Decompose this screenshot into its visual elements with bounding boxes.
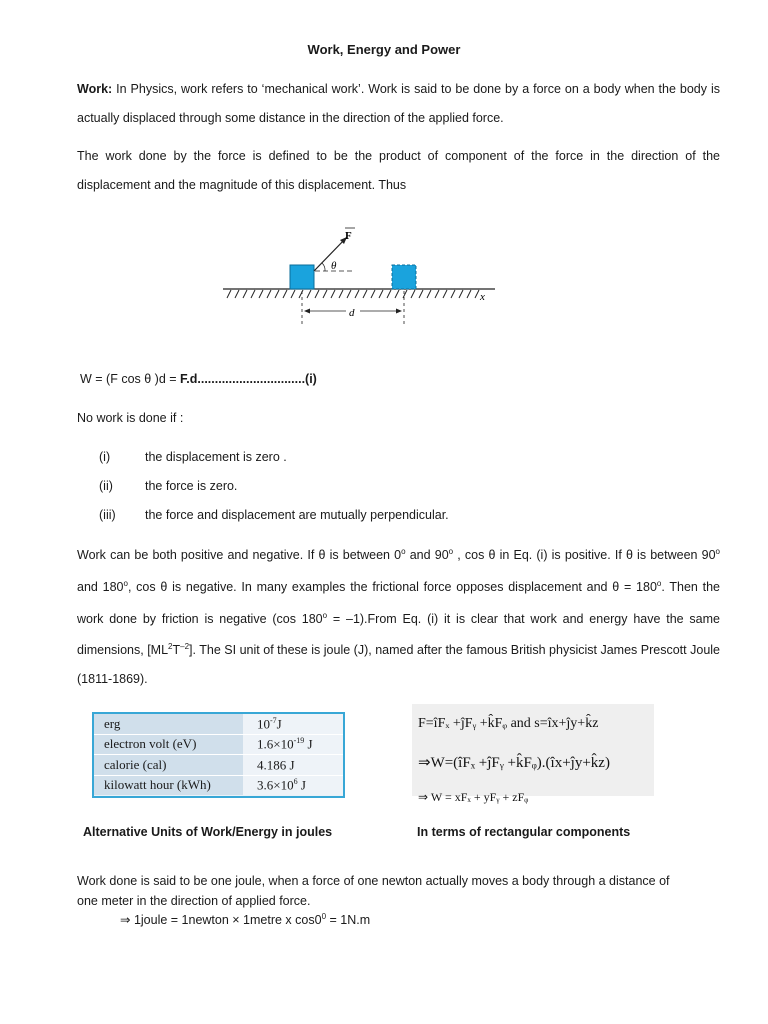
unit-value: 3.6×10	[257, 777, 294, 793]
joule-equation	[120, 912, 370, 927]
hatch-mark	[251, 290, 255, 298]
table-row	[94, 734, 343, 755]
work-label: Work:	[77, 82, 113, 96]
hatch-mark	[235, 290, 239, 298]
displacement-arrow-right	[396, 309, 402, 314]
no-work-heading: No work is done if :	[77, 411, 184, 425]
degree-sup: o	[715, 547, 720, 556]
displacement-label: d	[349, 307, 355, 319]
hatch-mark	[243, 290, 247, 298]
hatch-mark	[307, 290, 311, 298]
force-label: F	[345, 230, 352, 242]
hatch-mark	[427, 290, 431, 298]
sign-text-1: Work can be both positive and negative. If θ is between 0	[77, 548, 402, 563]
hatch-mark	[259, 290, 263, 298]
angle-arc	[322, 263, 325, 271]
hatch-mark	[451, 290, 455, 298]
sign-of-work-paragraph	[77, 538, 720, 694]
hatch-mark	[435, 290, 439, 298]
block-initial	[290, 265, 314, 289]
sign-text-4: and 180	[77, 579, 124, 594]
unit-name-cell: erg	[94, 714, 243, 734]
hatch-mark	[355, 290, 359, 298]
hatch-mark	[227, 290, 231, 298]
table-row	[94, 714, 343, 734]
hatch-mark	[387, 290, 391, 298]
degree-sup: o	[322, 610, 328, 620]
hatch-mark	[411, 290, 415, 298]
hatch-mark	[467, 290, 471, 298]
units-table-caption: Alternative Units of Work/Energy in joules	[83, 825, 333, 839]
unit-name-cell: kilowatt hour (kWh)	[94, 775, 243, 795]
table-row	[94, 755, 343, 776]
unit-value-cell	[243, 734, 343, 755]
hatch-mark	[283, 290, 287, 298]
hatch-mark	[331, 290, 335, 298]
page-title: Work, Energy and Power	[307, 42, 461, 57]
sign-text-6: . Then the work done by friction is negative (cos 180	[77, 579, 721, 626]
unit-value-cell	[243, 775, 343, 795]
formula-line-3: ⇒ W = xFₓ + yFᵧ + zFᵩ	[418, 790, 529, 804]
sign-text-9: ]. The SI unit of these is joule (J), named after the famous British physicist James Prescott Joule (1811-1869).	[77, 643, 721, 686]
unit-name-cell: electron volt (eV)	[94, 734, 243, 755]
rectangular-components-formula-box	[412, 704, 654, 804]
joule-definition-paragraph: Work done is said to be one joule, when a force of one newton actually moves a body through a distance of one meter in the direction of applied force.	[77, 874, 670, 908]
angle-label: θ	[331, 260, 337, 272]
degree-sup: o	[448, 547, 454, 556]
formula-caption: In terms of rectangular components	[417, 825, 631, 839]
hatch-mark	[363, 290, 367, 298]
list-item-text: the force is zero.	[145, 479, 238, 493]
work-definition-paragraph: The work done by the force is defined to be the product of component of the force in the direction of the displacement and the magnitude of this displacement. Thus	[77, 149, 720, 192]
unit-suffix: J	[276, 715, 282, 731]
sign-text-7: = –1).From Eq. (i) it is clear that work and energy have the same dimensions, [ML	[77, 611, 720, 658]
hatch-mark	[267, 290, 271, 298]
hatch-mark	[339, 290, 343, 298]
list-item	[99, 450, 287, 464]
hatch-mark	[379, 290, 383, 298]
list-item-number: (ii)	[99, 479, 113, 493]
hatch-mark	[419, 290, 423, 298]
hatch-mark	[315, 290, 319, 298]
list-item-number: (i)	[99, 450, 111, 464]
unit-name-cell: calorie (cal)	[94, 755, 243, 776]
hatch-mark	[371, 290, 375, 298]
unit-value-cell	[243, 714, 343, 734]
unit-exponent: -7	[270, 715, 277, 725]
unit-value: 10	[257, 715, 270, 731]
hatch-mark	[459, 290, 463, 298]
exponent-sup: 2	[168, 642, 173, 652]
unit-value: 1.6×10	[257, 736, 294, 752]
sign-text-8: T	[172, 643, 181, 658]
unit-suffix: J	[304, 736, 313, 752]
units-table-box	[92, 712, 345, 798]
unit-exponent: -19	[293, 736, 305, 746]
unit-suffix: J	[297, 777, 306, 793]
table-row	[94, 775, 343, 795]
hatch-mark	[323, 290, 327, 298]
formula-line-2: ⇒W=(îFₓ +ĵFᵧ +k̂Fᵩ).(îx+ĵy+k̂z)	[418, 755, 610, 771]
hatch-mark	[347, 290, 351, 298]
work-intro-text: In Physics, work refers to ‘mechanical work’. Work is said to be done by a force on a body when the body is actually displaced through some distance in the direction of the applied force.	[77, 82, 720, 125]
list-item	[99, 479, 237, 493]
degree-sup: o	[401, 547, 406, 556]
joule-equation-tail: = 1N.m	[326, 913, 371, 928]
hatch-mark	[475, 290, 479, 298]
joule-equation-text: ⇒ 1joule = 1newton × 1metre x cos0	[120, 913, 322, 928]
work-equation	[80, 372, 317, 386]
degree-sup: o	[656, 578, 662, 588]
displacement-arrow-left	[304, 309, 310, 314]
ground-hatching	[227, 290, 479, 298]
hatch-mark	[443, 290, 447, 298]
formula-line-1: F=îFₓ +ĵFᵧ +k̂Fᵩ and s=îx+ĵy+k̂z	[418, 716, 599, 731]
degree-sup: 0	[321, 912, 327, 921]
sign-text-5: , cos θ is negative. In many examples the frictional force opposes displacement and θ = 180	[127, 579, 657, 594]
equation-lhs: W = (F cos θ )d =	[80, 372, 181, 386]
sign-text-2: and 90	[405, 548, 449, 563]
work-displacement-diagram	[215, 225, 505, 330]
hatch-mark	[275, 290, 279, 298]
list-item-text: the force and displacement are mutually perpendicular.	[145, 508, 449, 522]
list-item	[99, 508, 449, 522]
equation-rhs: F.d...............................(i)	[180, 372, 317, 386]
list-item-text: the displacement is zero .	[145, 450, 287, 464]
block-displaced	[392, 265, 416, 289]
unit-value: 4.186 J	[257, 756, 295, 772]
exponent-sup: –2	[180, 642, 190, 652]
hatch-mark	[291, 290, 295, 298]
degree-sup: o	[123, 578, 128, 588]
work-intro-paragraph	[77, 75, 720, 132]
axis-label-x: x	[480, 291, 485, 303]
list-item-number: (iii)	[99, 508, 116, 522]
units-table	[94, 714, 343, 795]
unit-value-cell	[243, 755, 343, 776]
hatch-mark	[395, 290, 399, 298]
unit-exponent: 6	[293, 777, 298, 787]
sign-text-3: , cos θ in Eq. (i) is positive. If θ is between 90	[453, 548, 716, 563]
